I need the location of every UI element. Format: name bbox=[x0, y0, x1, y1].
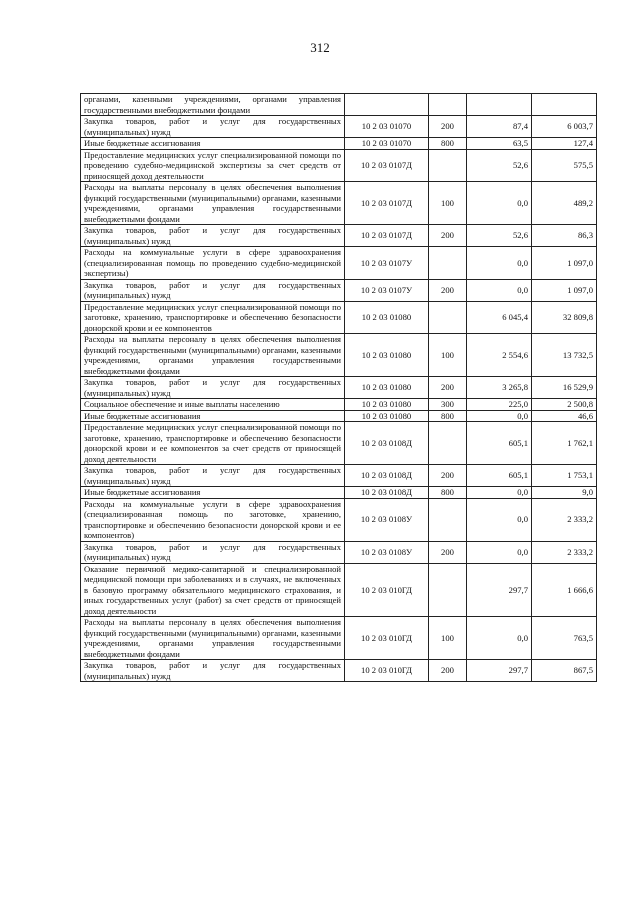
row-value-2: 127,4 bbox=[532, 138, 597, 150]
row-value-2: 575,5 bbox=[532, 149, 597, 182]
row-value-1: 297,7 bbox=[467, 563, 532, 617]
table-row bbox=[81, 334, 597, 377]
row-value-1: 605,1 bbox=[467, 422, 532, 465]
row-name: Расходы на коммунальные услуги в сфере здравоохранения (специализированная помощь по заготовке, хранению, транспортировке и обеспечению безопасности донорской крови и ее компонентов) bbox=[81, 498, 345, 541]
row-value-1: 52,6 bbox=[467, 225, 532, 247]
row-expense-type: 200 bbox=[429, 377, 467, 399]
row-name: органами, казенными учреждениями, органами управления государственными внебюджетными фондами bbox=[81, 94, 345, 116]
table-row bbox=[81, 422, 597, 465]
row-value-1: 0,0 bbox=[467, 410, 532, 422]
row-expense-type: 300 bbox=[429, 399, 467, 411]
row-value-1: 0,0 bbox=[467, 247, 532, 280]
row-name: Закупка товаров, работ и услуг для государственных (муниципальных) нужд bbox=[81, 660, 345, 682]
row-code: 10 2 03 01070 bbox=[345, 116, 429, 138]
row-name: Иные бюджетные ассигнования bbox=[81, 138, 345, 150]
table-row bbox=[81, 247, 597, 280]
row-code: 10 2 03 010ГД bbox=[345, 617, 429, 660]
row-expense-type: 800 bbox=[429, 487, 467, 499]
row-code: 10 2 03 0108Д bbox=[345, 465, 429, 487]
table-row bbox=[81, 399, 597, 411]
row-value-1: 0,0 bbox=[467, 617, 532, 660]
row-code: 10 2 03 0108У bbox=[345, 541, 429, 563]
row-expense-type: 200 bbox=[429, 541, 467, 563]
row-value-2: 1 666,6 bbox=[532, 563, 597, 617]
row-value-2: 1 762,1 bbox=[532, 422, 597, 465]
row-value-2: 763,5 bbox=[532, 617, 597, 660]
row-code: 10 2 03 0108Д bbox=[345, 422, 429, 465]
budget-table-body bbox=[81, 94, 597, 682]
row-name: Расходы на выплаты персоналу в целях обеспечения выполнения функций государственными (муниципальными) органами, казенными учреждениями, органами управления государственными внебюджетными фондами bbox=[81, 617, 345, 660]
row-value-1: 0,0 bbox=[467, 182, 532, 225]
row-value-2: 86,3 bbox=[532, 225, 597, 247]
row-code: 10 2 03 01070 bbox=[345, 138, 429, 150]
row-expense-type: 200 bbox=[429, 660, 467, 682]
row-expense-type: 100 bbox=[429, 617, 467, 660]
row-value-1: 297,7 bbox=[467, 660, 532, 682]
row-value-2: 1 097,0 bbox=[532, 247, 597, 280]
row-value-2: 2 333,2 bbox=[532, 498, 597, 541]
page-number: 312 bbox=[310, 40, 330, 55]
table-row bbox=[81, 410, 597, 422]
row-expense-type bbox=[429, 301, 467, 334]
row-value-2: 489,2 bbox=[532, 182, 597, 225]
row-code: 10 2 03 0107Д bbox=[345, 149, 429, 182]
row-expense-type bbox=[429, 498, 467, 541]
row-value-2: 2 500,8 bbox=[532, 399, 597, 411]
row-code: 10 2 03 01080 bbox=[345, 301, 429, 334]
row-code: 10 2 03 01080 bbox=[345, 334, 429, 377]
row-value-2: 1 097,0 bbox=[532, 279, 597, 301]
table-row bbox=[81, 301, 597, 334]
row-value-2: 867,5 bbox=[532, 660, 597, 682]
table-row bbox=[81, 182, 597, 225]
row-value-2: 9,0 bbox=[532, 487, 597, 499]
row-expense-type bbox=[429, 422, 467, 465]
row-code: 10 2 03 01080 bbox=[345, 410, 429, 422]
row-value-1: 0,0 bbox=[467, 498, 532, 541]
row-name: Предоставление медицинских услуг специализированной помощи по заготовке, хранению, транспортировке и обеспечению безопасности донорской крови и ее компонентов за счет средств от приносящей доход деятельности bbox=[81, 422, 345, 465]
table-row bbox=[81, 279, 597, 301]
row-value-2: 32 809,8 bbox=[532, 301, 597, 334]
row-code: 10 2 03 0107У bbox=[345, 279, 429, 301]
row-code: 10 2 03 01080 bbox=[345, 399, 429, 411]
row-name: Закупка товаров, работ и услуг для государственных (муниципальных) нужд bbox=[81, 465, 345, 487]
row-name: Закупка товаров, работ и услуг для государственных (муниципальных) нужд bbox=[81, 377, 345, 399]
row-expense-type: 200 bbox=[429, 465, 467, 487]
row-expense-type bbox=[429, 149, 467, 182]
row-code: 10 2 03 0107Д bbox=[345, 182, 429, 225]
row-value-1: 2 554,6 bbox=[467, 334, 532, 377]
row-name: Закупка товаров, работ и услуг для государственных (муниципальных) нужд bbox=[81, 279, 345, 301]
row-code: 10 2 03 010ГД bbox=[345, 660, 429, 682]
row-code: 10 2 03 0107Д bbox=[345, 225, 429, 247]
table-row bbox=[81, 487, 597, 499]
row-name: Предоставление медицинских услуг специализированной помощи по проведению судебно-медицинской экспертизы за счет средств от приносящей доход деятельности bbox=[81, 149, 345, 182]
row-expense-type bbox=[429, 563, 467, 617]
table-row bbox=[81, 498, 597, 541]
table-row bbox=[81, 660, 597, 682]
row-name: Предоставление медицинских услуг специализированной помощи по заготовке, хранению, транспортировке и обеспечению безопасности донорской крови и ее компонентов bbox=[81, 301, 345, 334]
table-row bbox=[81, 377, 597, 399]
row-name: Социальное обеспечение и иные выплаты населению bbox=[81, 399, 345, 411]
row-value-1: 87,4 bbox=[467, 116, 532, 138]
row-name: Закупка товаров, работ и услуг для государственных (муниципальных) нужд bbox=[81, 116, 345, 138]
row-value-1: 0,0 bbox=[467, 279, 532, 301]
row-value-1: 3 265,8 bbox=[467, 377, 532, 399]
table-row bbox=[81, 541, 597, 563]
row-value-1: 225,0 bbox=[467, 399, 532, 411]
row-expense-type bbox=[429, 94, 467, 116]
row-name: Расходы на выплаты персоналу в целях обеспечения выполнения функций государственными (муниципальными) органами, казенными учреждениями, органами управления государственными внебюджетными фондами bbox=[81, 182, 345, 225]
row-value-2: 2 333,2 bbox=[532, 541, 597, 563]
row-expense-type: 200 bbox=[429, 225, 467, 247]
row-code bbox=[345, 94, 429, 116]
row-expense-type: 100 bbox=[429, 182, 467, 225]
row-value-2: 13 732,5 bbox=[532, 334, 597, 377]
table-row bbox=[81, 225, 597, 247]
row-name: Закупка товаров, работ и услуг для государственных (муниципальных) нужд bbox=[81, 541, 345, 563]
row-value-1: 52,6 bbox=[467, 149, 532, 182]
table-row bbox=[81, 465, 597, 487]
table-row bbox=[81, 94, 597, 116]
budget-table bbox=[80, 93, 597, 682]
row-value-1: 63,5 bbox=[467, 138, 532, 150]
row-expense-type: 200 bbox=[429, 116, 467, 138]
row-expense-type bbox=[429, 247, 467, 280]
row-name: Иные бюджетные ассигнования bbox=[81, 487, 345, 499]
row-expense-type: 200 bbox=[429, 279, 467, 301]
row-code: 10 2 03 010ГД bbox=[345, 563, 429, 617]
row-name: Иные бюджетные ассигнования bbox=[81, 410, 345, 422]
table-row bbox=[81, 138, 597, 150]
table-row bbox=[81, 563, 597, 617]
row-value-2: 6 003,7 bbox=[532, 116, 597, 138]
row-name: Закупка товаров, работ и услуг для государственных (муниципальных) нужд bbox=[81, 225, 345, 247]
row-value-2 bbox=[532, 94, 597, 116]
row-expense-type: 100 bbox=[429, 334, 467, 377]
row-name: Оказание первичной медико-санитарной и специализированной медицинской помощи при заболеваниях и в случаях, не включенных в базовую программу обязательного медицинского страхования, и иных государственных услуг (работ) за счет средств от приносящей доход деятельности bbox=[81, 563, 345, 617]
row-value-1 bbox=[467, 94, 532, 116]
row-expense-type: 800 bbox=[429, 138, 467, 150]
row-expense-type: 800 bbox=[429, 410, 467, 422]
row-code: 10 2 03 0107У bbox=[345, 247, 429, 280]
table-row bbox=[81, 149, 597, 182]
row-value-2: 16 529,9 bbox=[532, 377, 597, 399]
table-row bbox=[81, 116, 597, 138]
row-value-1: 6 045,4 bbox=[467, 301, 532, 334]
row-code: 10 2 03 0108Д bbox=[345, 487, 429, 499]
row-name: Расходы на выплаты персоналу в целях обеспечения выполнения функций государственными (муниципальными) органами, казенными учреждениями, органами управления государственными внебюджетными фондами bbox=[81, 334, 345, 377]
table-row bbox=[81, 617, 597, 660]
row-code: 10 2 03 01080 bbox=[345, 377, 429, 399]
row-value-2: 1 753,1 bbox=[532, 465, 597, 487]
row-code: 10 2 03 0108У bbox=[345, 498, 429, 541]
row-value-1: 605,1 bbox=[467, 465, 532, 487]
row-value-1: 0,0 bbox=[467, 487, 532, 499]
row-value-2: 46,6 bbox=[532, 410, 597, 422]
row-name: Расходы на коммунальные услуги в сфере здравоохранения (специализированная помощь по проведению судебно-медицинской экспертизы) bbox=[81, 247, 345, 280]
row-value-1: 0,0 bbox=[467, 541, 532, 563]
